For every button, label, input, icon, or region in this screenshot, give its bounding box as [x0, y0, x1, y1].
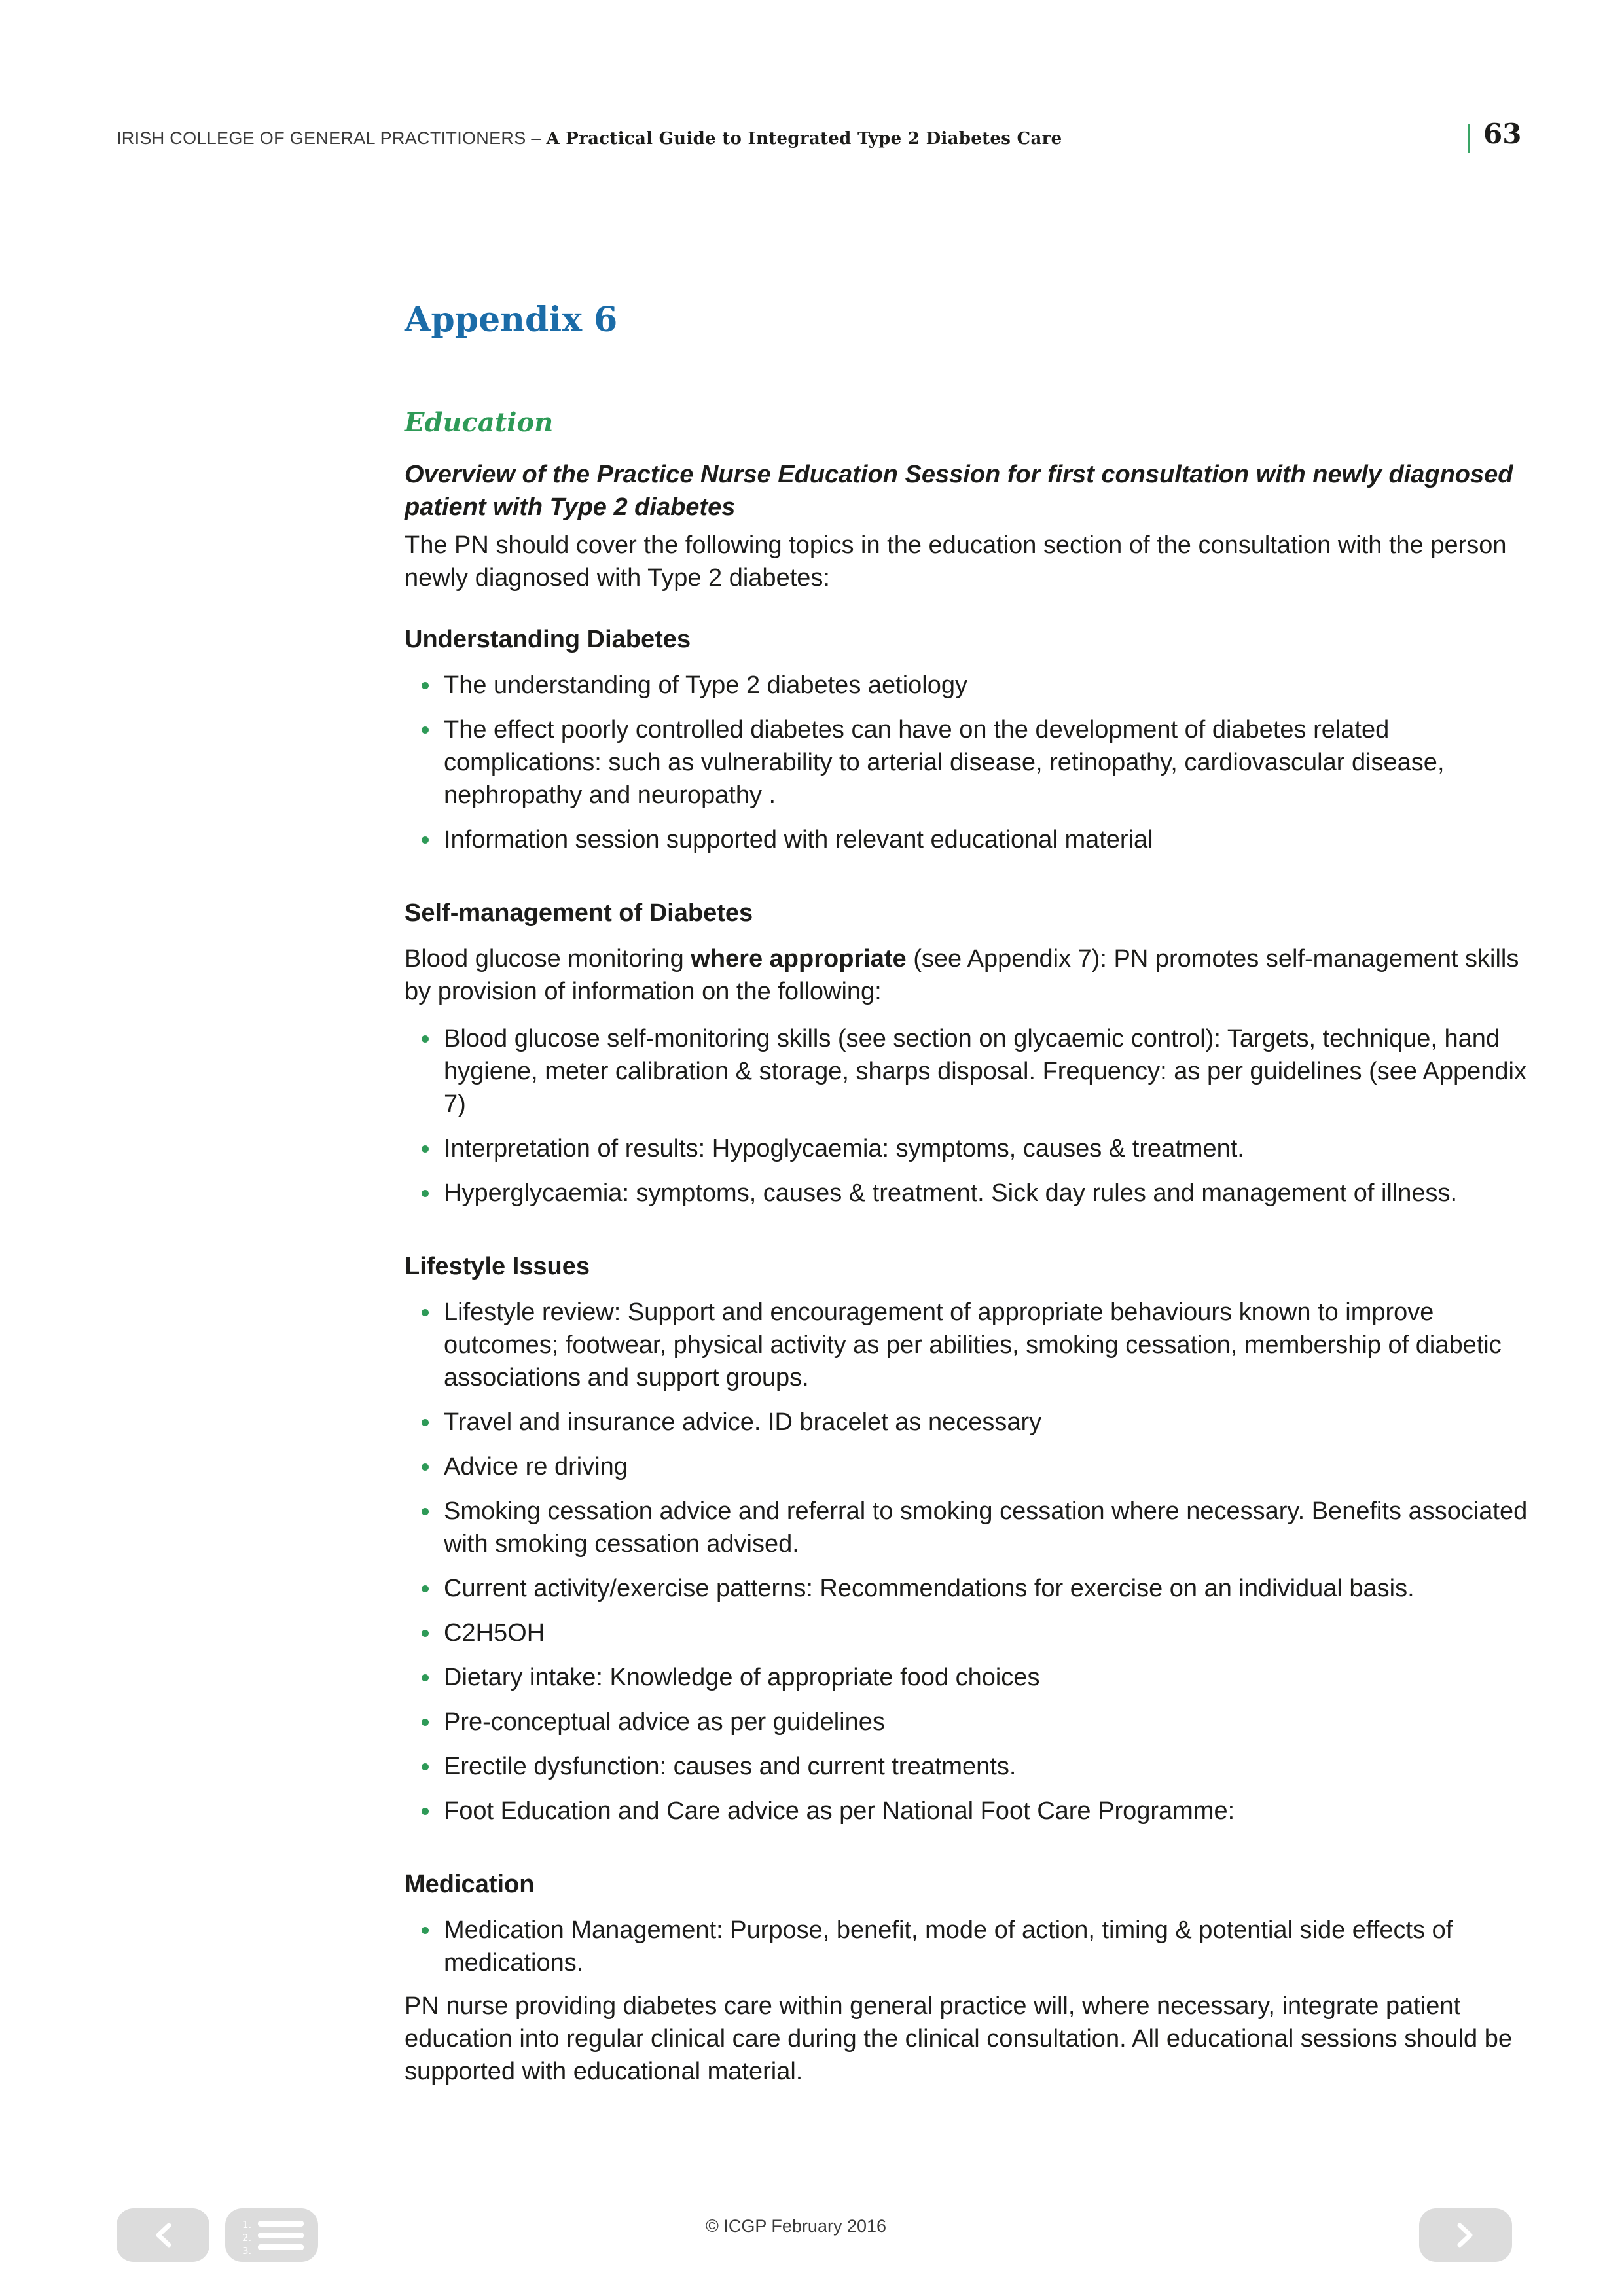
next-page-button[interactable] — [1419, 2208, 1512, 2262]
list-item — [405, 1132, 1530, 1165]
list-item-text: Hyperglycaemia: symptoms, causes & treatment. Sick day rules and management of illness. — [444, 1179, 1458, 1208]
svg-text:2.: 2. — [242, 2232, 252, 2244]
sm-intro-end: (see Appendix 7): PN promotes self-management skills by provision of information on the following: — [405, 945, 1519, 1006]
lifestyle-heading: Lifestyle Issues — [405, 1253, 590, 1281]
sm-intro-emphasis: where appropriate — [691, 945, 907, 973]
list-item-text: Advice re driving — [444, 1453, 628, 1481]
list-item — [405, 1572, 1530, 1605]
bullet-icon — [422, 1035, 429, 1043]
list-item — [405, 1450, 1530, 1483]
bullet-icon — [422, 1463, 429, 1471]
closing-paragraph: PN nurse providing diabetes care within general practice will, where necessary, integrate patient education into regular clinical care during the clinical consultation. All educational sessions should be supported with educational material. — [405, 1992, 1513, 2086]
bullet-icon — [422, 1190, 429, 1197]
list-item — [405, 1296, 1530, 1394]
list-item-text: Erectile dysfunction: causes and current treatments. — [444, 1753, 1017, 1781]
bullet-icon — [422, 836, 429, 844]
footer-copyright: © ICGP February 2016 — [706, 2216, 887, 2236]
list-item — [405, 1661, 1530, 1694]
list-item-text: Information session supported with relevant educational material — [444, 826, 1153, 854]
overview-title: Overview of the Practice Nurse Education Session for first consultation with newly diagnosed patient with Type 2 diabetes — [405, 461, 1513, 522]
list-item — [405, 1750, 1530, 1783]
chevron-right-icon — [1419, 2208, 1512, 2262]
appendix-title: Appendix 6 — [405, 300, 618, 340]
svg-text:1.: 1. — [242, 2219, 252, 2231]
bullet-icon — [422, 1808, 429, 1815]
list-item — [405, 1914, 1530, 1979]
bullet-icon — [422, 1145, 429, 1153]
lifestyle-section — [405, 1250, 1530, 1827]
list-item — [405, 1795, 1530, 1827]
bullet-icon — [422, 1419, 429, 1426]
bullet-icon — [422, 1309, 429, 1316]
list-item-text: Interpretation of results: Hypoglycaemia: symptoms, causes & treatment. — [444, 1135, 1244, 1163]
understanding-heading: Understanding Diabetes — [405, 626, 691, 654]
bullet-icon — [422, 1508, 429, 1515]
bullet-icon — [422, 726, 429, 734]
header-guide-title: A Practical Guide to Integrated Type 2 Diabetes Care — [546, 129, 1062, 149]
list-item — [405, 713, 1530, 812]
page-number-divider — [1468, 124, 1470, 153]
list-item — [405, 1706, 1530, 1738]
list-item — [405, 669, 1530, 702]
bullet-icon — [422, 1719, 429, 1726]
list-item-text: Lifestyle review: Support and encouragement of appropriate behaviours known to improve outcomes; footwear, physical activity as per abilities, smoking cessation, membership of diabetic associations and support groups. — [444, 1299, 1502, 1392]
bullet-icon — [422, 1585, 429, 1592]
list-item-text: Current activity/exercise patterns: Recommendations for exercise on an individual basis. — [444, 1575, 1415, 1603]
list-item-text: C2H5OH — [444, 1619, 545, 1647]
understanding-section — [405, 623, 1530, 856]
list-item-text: Travel and insurance advice. ID bracelet as necessary — [444, 1408, 1042, 1437]
list-item — [405, 1022, 1530, 1121]
bullet-icon — [422, 1927, 429, 1934]
list-item-text: The understanding of Type 2 diabetes aetiology — [444, 672, 967, 700]
bullet-icon — [422, 1630, 429, 1637]
bullet-icon — [422, 682, 429, 689]
understanding-list — [405, 669, 1530, 856]
list-item-text: Pre-conceptual advice as per guidelines — [444, 1708, 885, 1736]
numbered-list-icon — [225, 2208, 318, 2262]
medication-list — [405, 1914, 1530, 1979]
self-management-section — [405, 897, 1530, 1210]
table-of-contents-button[interactable] — [225, 2208, 318, 2262]
medication-section — [405, 1868, 1530, 2088]
bullet-icon — [422, 1674, 429, 1681]
bullet-icon — [422, 1763, 429, 1770]
list-item — [405, 1177, 1530, 1210]
running-header — [117, 128, 1062, 149]
previous-page-button[interactable] — [117, 2208, 209, 2262]
svg-text:3.: 3. — [242, 2245, 252, 2257]
self-management-heading: Self-management of Diabetes — [405, 899, 753, 927]
list-item — [405, 1495, 1530, 1560]
main-content — [405, 300, 1530, 2088]
list-item-text: Blood glucose self-monitoring skills (see section on glycaemic control): Targets, technique, hand hygiene, meter calibration & storage, sharps disposal. Frequency: as per guidelines (see Appendix 7) — [444, 1025, 1526, 1119]
section-title: Education — [405, 407, 554, 439]
header-org: IRISH COLLEGE OF GENERAL PRACTITIONERS – — [117, 128, 547, 148]
list-item — [405, 823, 1530, 856]
medication-heading: Medication — [405, 1871, 535, 1899]
list-item-text: The effect poorly controlled diabetes can have on the development of diabetes related complications: such as vulnerability to arterial disease, retinopathy, cardiovascular disease, nephropathy and neuropathy . — [444, 716, 1445, 810]
lifestyle-list — [405, 1296, 1530, 1827]
list-item-text: Foot Education and Care advice as per National Foot Care Programme: — [444, 1797, 1235, 1825]
chevron-left-icon — [117, 2208, 209, 2262]
list-item-text: Dietary intake: Knowledge of appropriate food choices — [444, 1664, 1040, 1692]
list-item-text: Medication Management: Purpose, benefit, mode of action, timing & potential side effects of medications. — [444, 1916, 1453, 1977]
page-number: 63 — [1483, 118, 1522, 150]
self-management-intro — [405, 942, 1530, 1008]
list-item — [405, 1406, 1530, 1439]
list-item — [405, 1617, 1530, 1649]
intro-paragraph: The PN should cover the following topics in the education section of the consultation with the person newly diagnosed with Type 2 diabetes: — [405, 531, 1507, 592]
sm-intro-start: Blood glucose monitoring — [405, 945, 691, 973]
self-management-list — [405, 1022, 1530, 1210]
list-item-text: Smoking cessation advice and referral to smoking cessation where necessary. Benefits associated with smoking cessation advised. — [444, 1498, 1528, 1558]
